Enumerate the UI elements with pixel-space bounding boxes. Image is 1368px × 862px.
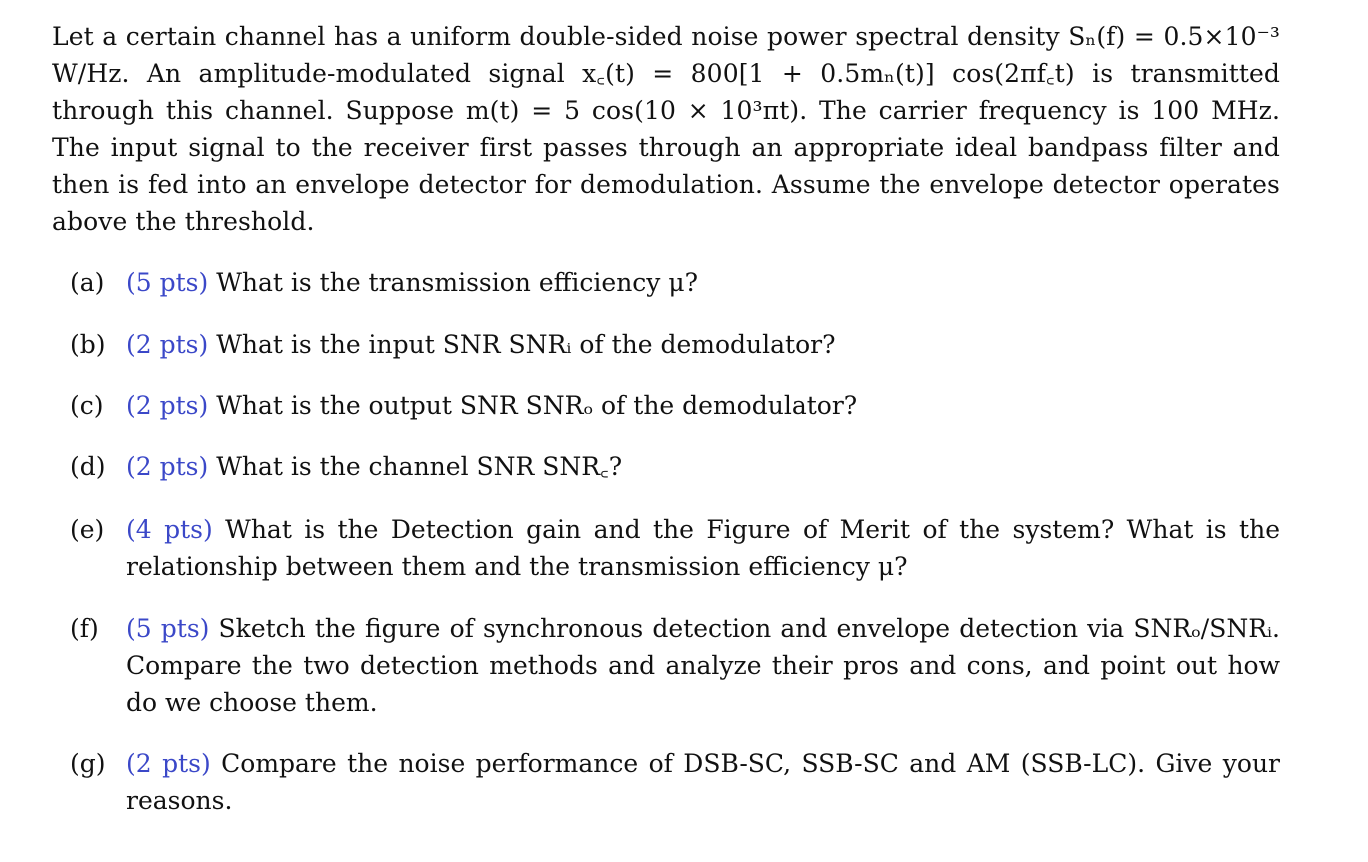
question-label: (f) (70, 614, 99, 643)
question-points: (2 pts) (126, 391, 209, 420)
question-item-d (52, 448, 1280, 485)
question-points: (5 pts) (126, 614, 210, 643)
question-item-g (52, 745, 1280, 819)
question-points: (5 pts) (126, 268, 209, 297)
question-points: (2 pts) (126, 749, 211, 778)
question-text: What is the input SNR SNRᵢ of the demodulator? (216, 330, 836, 359)
question-text: What is the output SNR SNRₒ of the demodulator? (216, 391, 858, 420)
question-text: What is the channel SNR SNR꜀? (216, 452, 623, 481)
question-text: What is the Detection gain and the Figure of Merit of the system? What is the relationship between them and the transmission efficiency μ? (126, 515, 1280, 581)
question-points: (2 pts) (126, 452, 209, 481)
question-item-c (52, 387, 1280, 424)
question-item-f (52, 610, 1280, 721)
question-label: (b) (70, 330, 106, 359)
question-text: Sketch the figure of synchronous detection and envelope detection via SNRₒ/SNRᵢ. Compare the two detection methods and analyze their pros and cons, and point out how do we choose them. (126, 614, 1280, 717)
question-label: (e) (70, 515, 105, 544)
question-label: (a) (70, 268, 105, 297)
question-item-e (52, 511, 1280, 585)
question-label: (d) (70, 452, 106, 481)
question-text: Compare the noise performance of DSB-SC, SSB-SC and AM (SSB-LC). Give your reasons. (126, 749, 1280, 815)
question-item-b (52, 326, 1280, 363)
question-label: (c) (70, 391, 104, 420)
problem-intro: Let a certain channel has a uniform double-sided noise power spectral density Sₙ(f) = 0.5×10⁻³ W/Hz. An amplitude-modulated signal x꜀(t) = 800[1 + 0.5mₙ(t)] cos(2πf꜀t) is transmitted through this channel. Suppose m(t) = 5 cos(10 × 10³πt). The carrier frequency is 100 MHz. The input signal to the receiver first passes through an appropriate ideal bandpass filter and then is fed into an envelope detector for demodulation. Assume the envelope detector operates above the threshold. (52, 22, 1280, 236)
question-points: (4 pts) (126, 515, 213, 544)
question-item-a (52, 264, 1280, 301)
question-points: (2 pts) (126, 330, 209, 359)
question-text: What is the transmission efficiency μ? (216, 268, 699, 297)
question-label: (g) (70, 749, 106, 778)
